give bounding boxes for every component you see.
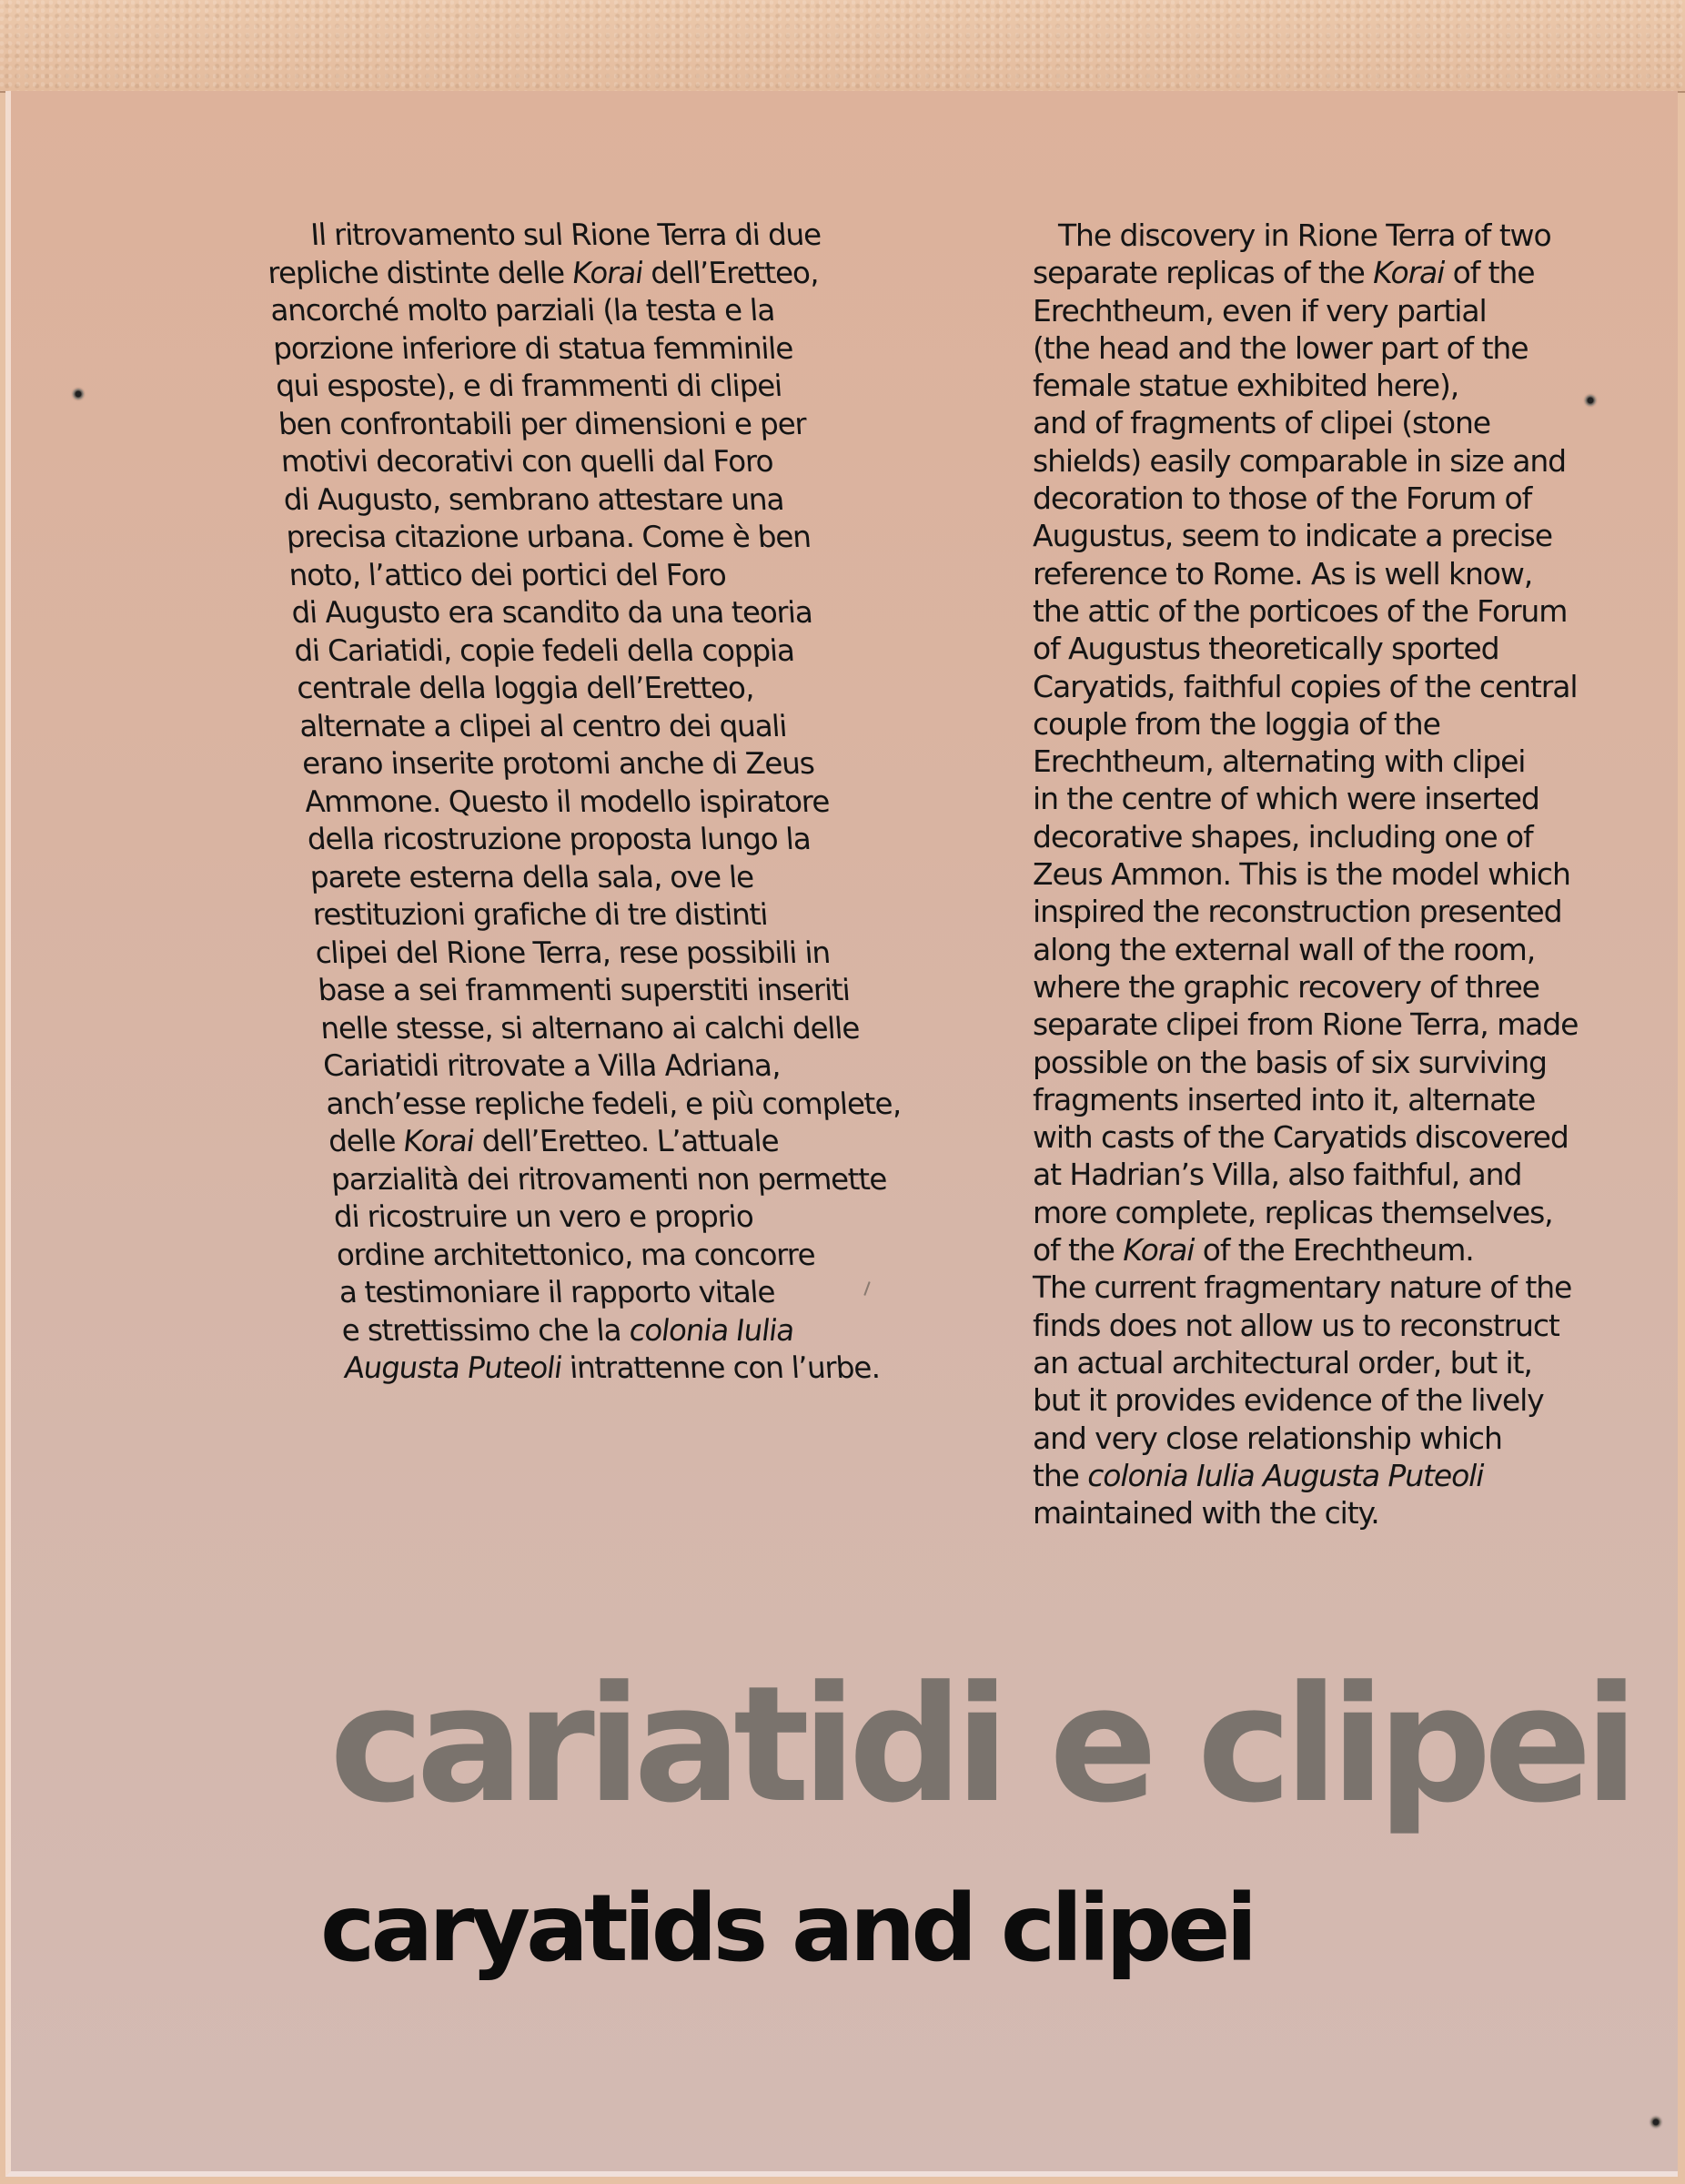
text-line: female statue exhibited here), — [1033, 368, 1459, 404]
text-line: Augustus, seem to indicate a precise — [1033, 518, 1552, 554]
text-line: qui esposte), e di frammenti di clipei — [274, 369, 783, 403]
text-line: anch’esse repliche fedeli, e più complete, — [324, 1086, 902, 1121]
italic-term: Korai — [402, 1124, 475, 1158]
text-run: dell’Eretteo. L’attuale — [472, 1124, 780, 1158]
textured-wall — [0, 0, 1685, 93]
text-line: of Augustus theoretically sported — [1033, 631, 1499, 667]
text-line: separate clipei from Rione Terra, made — [1033, 1006, 1579, 1043]
text-line: alternate a clipei al centro dei quali — [298, 708, 788, 743]
text-line: and very close relationship which — [1033, 1420, 1502, 1456]
text-line: della ricostruzione proposta lungo la — [306, 822, 812, 856]
text-line: an actual architectural order, but it, — [1033, 1344, 1532, 1380]
text-line: shields) easily comparable in size and — [1033, 442, 1567, 479]
italic-term: Augusta Puteoli — [343, 1350, 563, 1385]
text-line: di Augusto era scandito da una teoria — [290, 595, 813, 630]
text-line: nelle stesse, si alternano ai calchi delle — [319, 1010, 861, 1046]
text-line: and of fragments of clipei (stone — [1033, 405, 1491, 441]
text-run: of the Erechtheum. — [1194, 1232, 1474, 1269]
text-line: Ammone. Questo il modello ispiratore — [303, 784, 831, 819]
italic-term: Korai — [1373, 255, 1445, 291]
text-line: along the external wall of the room, — [1033, 931, 1536, 967]
text-line: di Cariatidi, copie fedeli della coppia — [293, 632, 795, 668]
text-line: inspired the reconstruction presented — [1033, 894, 1562, 930]
text-line: Caryatids, faithful copies of the central — [1033, 668, 1578, 704]
text-line: ben confrontabili per dimensioni e per — [277, 406, 808, 441]
text-line: parete esterna della sala, ove le — [308, 859, 755, 895]
text-line: Il ritrovamento sul Rione Terra di due — [309, 217, 822, 252]
text-line: more complete, replicas themselves, — [1033, 1194, 1553, 1230]
text-line — [340, 1312, 917, 1350]
text-run: separate replicas of the — [1033, 255, 1374, 291]
text-line: Erechtheum, even if very partial — [1033, 292, 1487, 329]
text-run: e strettissimo che la — [340, 1312, 631, 1348]
title-italian: cariatidi e clipei — [329, 1652, 1631, 1838]
text-line: noto, l’attico dei portici del Foro — [288, 557, 727, 592]
text-line: Zeus Ammon. This is the model which — [1033, 856, 1570, 893]
text-line: a testimoniare il rapporto vitale — [338, 1275, 776, 1309]
screw-icon — [1650, 2117, 1661, 2128]
text-line: couple from the loggia of the — [1033, 705, 1440, 742]
italic-term: colonia Iulia — [628, 1312, 795, 1348]
text-line: decoration to those of the Forum of — [1033, 480, 1532, 517]
screw-icon — [73, 389, 84, 399]
screw-icon — [1585, 395, 1596, 406]
italian-text-column — [264, 217, 920, 1388]
text-line — [328, 1123, 904, 1161]
text-line: The current fragmentary nature of the — [1033, 1269, 1572, 1306]
text-line: The discovery in Rione Terra of two — [1058, 217, 1551, 253]
text-line: where the graphic recovery of three — [1033, 968, 1539, 1005]
text-run: of the — [1444, 255, 1535, 291]
text-line — [1033, 1457, 1578, 1494]
text-line: (the head and the lower part of the — [1033, 329, 1529, 366]
italic-term: Korai — [570, 255, 644, 290]
text-line: clipei del Rione Terra, rese possibili in — [314, 935, 832, 970]
text-run: intrattenne con l’urbe. — [560, 1350, 881, 1385]
text-line: reference to Rome. As is well know, — [1033, 555, 1533, 592]
text-line: in the centre of which were inserted — [1033, 781, 1539, 817]
text-line: restituzioni grafiche di tre distinti — [311, 897, 769, 932]
text-line: parzialità dei ritrovamenti non permette — [329, 1161, 888, 1197]
text-line: decorative shapes, including one of — [1033, 818, 1533, 854]
text-run: of the — [1033, 1232, 1124, 1269]
text-line: with casts of the Caryatids discovered — [1033, 1119, 1569, 1156]
text-line: possible on the basis of six surviving — [1033, 1044, 1547, 1080]
text-line: ancorché molto parziali (la testa e la — [268, 293, 776, 328]
text-run: delle — [327, 1124, 405, 1158]
text-line: at Hadrian’s Villa, also faithful, and — [1033, 1157, 1522, 1193]
text-line: base a sei frammenti superstiti inseriti — [317, 973, 851, 1007]
text-line: porzione inferiore di statua femminile — [271, 330, 794, 366]
italic-term: Korai — [1123, 1232, 1195, 1269]
text-line: erano inserite protomi anche di Zeus — [300, 746, 815, 781]
text-line: ordine architettonico, ma concorre — [335, 1237, 816, 1272]
title-english: caryatids and clipei — [320, 1875, 1254, 1983]
text-line: di ricostruire un vero e proprio — [332, 1199, 754, 1234]
text-line — [267, 255, 843, 293]
text-line — [343, 1350, 920, 1388]
text-line: centrale della loggia dell’Eretteo, — [295, 671, 755, 705]
text-line: but it provides evidence of the lively — [1033, 1382, 1544, 1419]
italic-term: colonia Iulia Augusta Puteoli — [1087, 1457, 1484, 1493]
text-run: repliche distinte delle — [267, 255, 574, 290]
text-line — [1033, 1231, 1578, 1269]
text-line: finds does not allow us to reconstruct — [1033, 1307, 1559, 1343]
text-line: the attic of the porticoes of the Forum — [1033, 592, 1568, 629]
text-line: maintained with the city. — [1033, 1495, 1379, 1532]
text-line — [1033, 254, 1578, 291]
text-line: Cariatidi ritrovate a Villa Adriana, — [321, 1048, 782, 1083]
text-line: Erechtheum, alternating with clipei — [1033, 743, 1526, 780]
text-line: di Augusto, sembrano attestare una — [282, 481, 785, 517]
english-text-column — [1033, 217, 1578, 1532]
text-run: dell’Eretteo, — [641, 255, 820, 290]
text-line: precisa citazione urbana. Come è ben — [285, 520, 812, 554]
text-line: fragments inserted into it, alternate — [1033, 1081, 1536, 1117]
text-line: motivi decorativi con quelli dal Foro — [279, 444, 774, 479]
text-run: the — [1033, 1457, 1088, 1493]
